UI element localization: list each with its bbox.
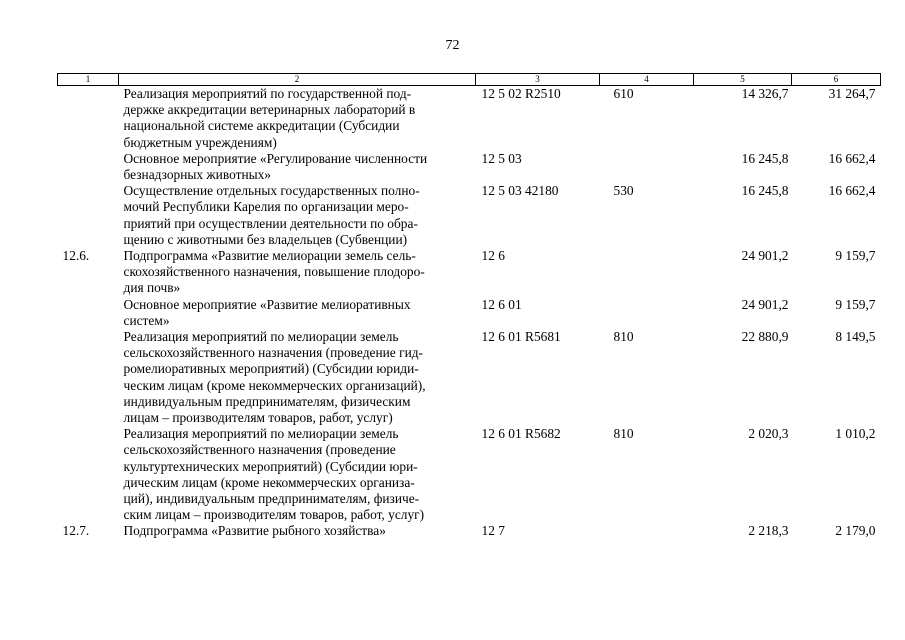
row-number — [58, 151, 119, 183]
row-name-line: Основное мероприятие «Развитие мелиоративных — [123, 296, 411, 312]
row-expense-type — [600, 248, 694, 297]
row-number — [58, 329, 119, 426]
row-name-line: скохозяйственного назначения, повышение плодоро- — [123, 264, 425, 280]
row-amount-year-2: 31 264,7 — [828, 86, 876, 101]
row-target-code: 12 5 03 42180 — [481, 183, 559, 199]
row-name-line: ским лицам – производителям товаров, работ, услуг) — [123, 507, 425, 523]
row-name — [119, 523, 476, 539]
row-expense-type: 810 — [613, 426, 634, 442]
row-name — [119, 183, 476, 248]
row-name-line: держке аккредитации ветеринарных лабораторий в — [123, 102, 416, 118]
table-row — [58, 151, 881, 183]
table-row — [58, 183, 881, 248]
row-expense-type — [600, 151, 694, 183]
row-name-line: сельскохозяйственного назначения (проведение гид- — [123, 345, 424, 361]
row-name-line: Подпрограмма «Развитие рыбного хозяйства» — [123, 523, 386, 539]
row-name-line: Подпрограмма «Развитие мелиорации земель сель- — [123, 248, 416, 264]
table-row — [58, 297, 881, 329]
row-amount-year-1: 2 020,3 — [748, 426, 789, 442]
row-name-line: Осуществление отдельных государственных полно- — [123, 183, 420, 199]
row-number — [58, 297, 119, 329]
row-name-line: Реализация мероприятий по мелиорации земель — [123, 426, 399, 442]
table-row — [58, 248, 881, 297]
row-amount-year-2: 16 662,4 — [828, 183, 876, 199]
row-name — [119, 329, 476, 426]
row-name-line: бюджетным учреждениям) — [123, 134, 277, 150]
row-amount-year-2: 9 159,7 — [835, 296, 876, 312]
header-col-3: 3 — [476, 74, 600, 86]
row-amount-year-2: 2 179,0 — [835, 523, 876, 539]
table-row — [58, 523, 881, 539]
row-number — [58, 183, 119, 248]
row-target-code: 12 6 01 — [481, 296, 522, 312]
row-name-line: приятий при осуществлении деятельности по обра- — [123, 215, 418, 231]
row-amount-year-1: 24 901,2 — [741, 248, 789, 264]
row-name-line: дическим лицам (кроме некоммерческих организа- — [123, 474, 415, 490]
row-name — [119, 151, 476, 183]
row-amount-year-1: 16 245,8 — [741, 150, 789, 166]
budget-table — [57, 73, 881, 540]
row-target-code: 12 5 03 — [481, 150, 522, 166]
row-name-line: лицам – производителям товаров, работ, услуг) — [123, 410, 393, 426]
table-row — [58, 86, 881, 151]
row-amount-year-1: 16 245,8 — [741, 183, 789, 199]
row-name-line: ромелиоративных мероприятий) (Субсидии юриди- — [123, 361, 419, 377]
row-amount-year-2: 16 662,4 — [828, 150, 876, 166]
row-amount-year-2: 8 149,5 — [835, 329, 876, 345]
row-name-line: дия почв» — [123, 280, 181, 296]
row-amount-year-2: 9 159,7 — [835, 248, 876, 264]
row-expense-type: 610 — [613, 86, 634, 101]
table-header — [58, 74, 881, 86]
row-expense-type: 530 — [613, 183, 634, 199]
row-number: 12.6. — [62, 248, 90, 264]
row-name-line: систем» — [123, 312, 170, 328]
row-target-code: 12 6 01 R5682 — [481, 426, 561, 442]
row-name-line: мочий Республики Карелия по организации меро- — [123, 199, 409, 215]
header-col-1: 1 — [58, 74, 119, 86]
row-name-line: безнадзорных животных» — [123, 167, 271, 183]
row-name-line: ческим лицам (кроме некоммерческих организаций), — [123, 377, 426, 393]
row-name — [119, 426, 476, 523]
row-amount-year-1: 14 326,7 — [741, 86, 789, 101]
header-col-5: 5 — [694, 74, 792, 86]
row-expense-type — [600, 523, 694, 539]
row-name-line: ций), индивидуальным предпринимателям, физиче- — [123, 491, 420, 507]
row-name-line: щению с животными без владельцев (Субвенции) — [123, 231, 408, 247]
page-number: 72 — [445, 38, 460, 53]
header-col-4: 4 — [600, 74, 694, 86]
row-amount-year-2: 1 010,2 — [835, 426, 876, 442]
row-name-line: индивидуальным предпринимателям, физическим — [123, 393, 411, 409]
table-row — [58, 329, 881, 426]
row-name-line: национальной системе аккредитации (Субсидии — [123, 118, 400, 134]
row-expense-type — [600, 297, 694, 329]
row-name-line: Реализация мероприятий по государственной под- — [123, 86, 412, 101]
table-row — [58, 426, 881, 523]
row-name-line: культуртехнических мероприятий) (Субсидии юри- — [123, 458, 418, 474]
row-expense-type: 810 — [613, 329, 634, 345]
row-name — [119, 297, 476, 329]
header-col-6: 6 — [792, 74, 881, 86]
row-target-code: 12 5 02 R2510 — [481, 86, 561, 101]
row-number — [58, 86, 119, 151]
row-number: 12.7. — [62, 523, 90, 539]
row-target-code: 12 6 — [481, 248, 505, 264]
row-name — [119, 248, 476, 297]
row-amount-year-1: 24 901,2 — [741, 296, 789, 312]
row-amount-year-1: 22 880,9 — [741, 329, 789, 345]
row-amount-year-1: 2 218,3 — [748, 523, 789, 539]
header-col-2: 2 — [119, 74, 476, 86]
row-target-code: 12 7 — [481, 523, 505, 539]
table-body — [58, 86, 881, 540]
row-target-code: 12 6 01 R5681 — [481, 329, 561, 345]
row-name — [119, 86, 476, 151]
row-name-line: Реализация мероприятий по мелиорации земель — [123, 329, 399, 345]
header-row — [58, 74, 881, 86]
row-name-line: сельскохозяйственного назначения (проведение — [123, 442, 396, 458]
row-number — [58, 426, 119, 523]
row-name-line: Основное мероприятие «Регулирование численности — [123, 150, 428, 166]
